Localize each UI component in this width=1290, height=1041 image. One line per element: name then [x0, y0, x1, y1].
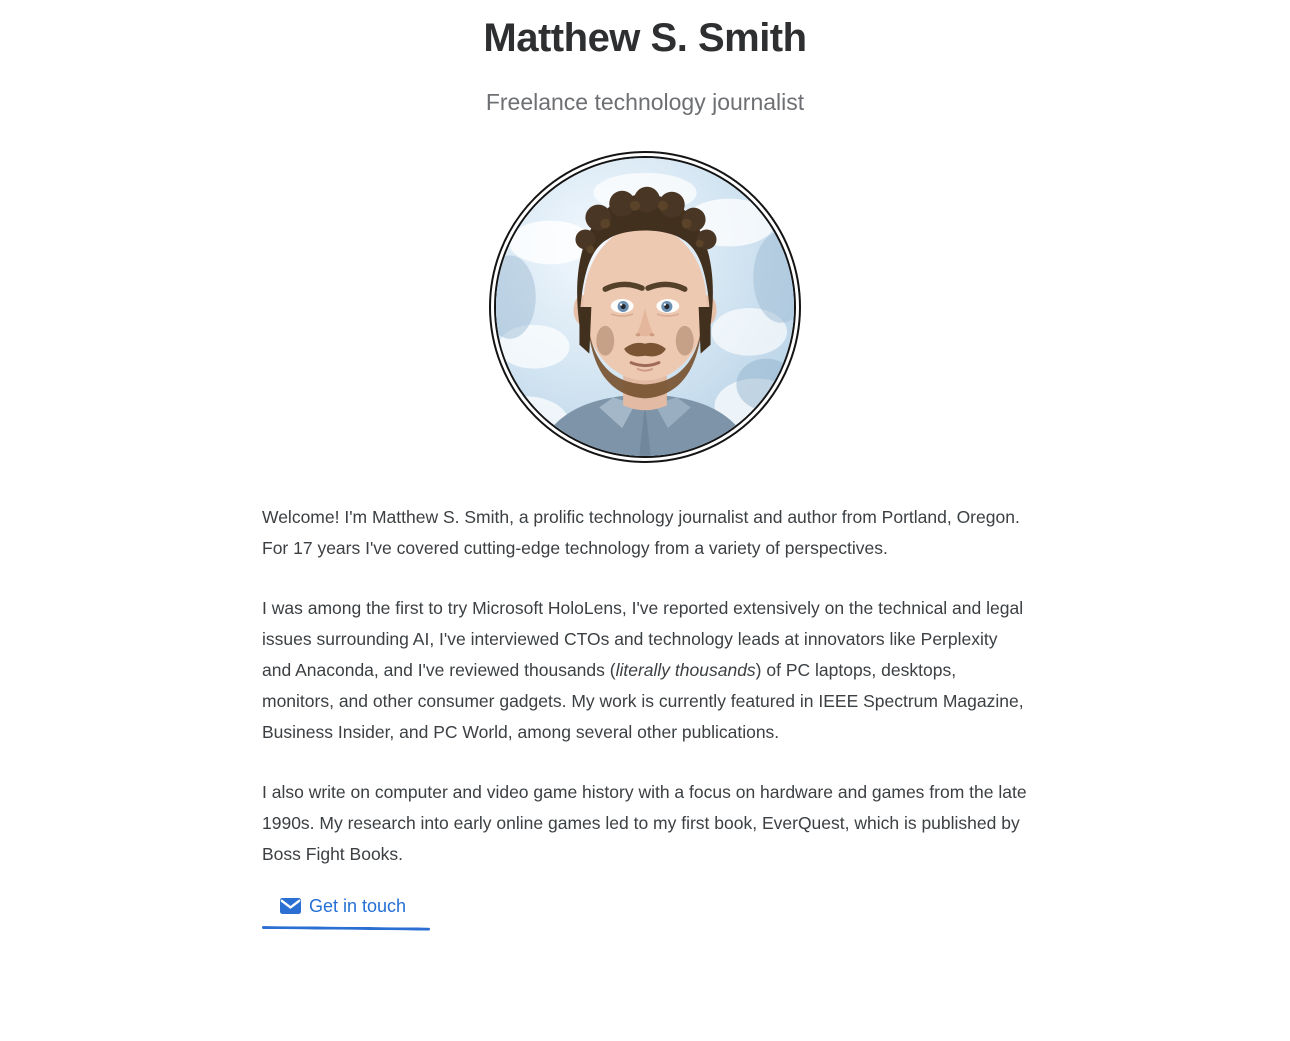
get-in-touch-label: Get in touch — [309, 895, 407, 916]
profile-photo-frame — [494, 156, 796, 458]
bio-paragraph-2-italic: literally thousands — [615, 659, 756, 680]
profile-page — [262, 14, 1028, 1041]
page-subtitle: Freelance technology journalist — [485, 89, 805, 115]
bio-paragraph-2 — [262, 593, 1028, 748]
get-in-touch-link[interactable] — [262, 896, 406, 926]
contact-underline — [262, 926, 430, 931]
page-title: Matthew S. Smith — [483, 16, 807, 60]
contact-block — [262, 896, 430, 929]
profile-photo — [489, 151, 801, 463]
bio-paragraph-2-text: I was among the first to try Microsoft HoloLens, I've reported extensively on the technical and legal issues surrounding AI, I've interviewed CTOs and technology leads at innovators like Perplexity and Anaconda, and I've reviewed thousands ( — [262, 597, 1024, 680]
bio-paragraph-3: I also write on computer and video game history with a focus on hardware and games from the late 1990s. My research into early online games led to my first book, EverQuest, which is published by Boss Fight Books. — [262, 781, 1027, 864]
bio-paragraph-1: Welcome! I'm Matthew S. Smith, a prolific technology journalist and author from Portland, Oregon. For 17 years I've covered cutting-edge technology from a variety of perspectives. — [262, 506, 1020, 558]
envelope-icon — [280, 898, 301, 914]
bio-section — [262, 502, 1028, 870]
profile-photo-illustration — [496, 158, 794, 456]
bio-paragraph-2-text-after: ) of PC laptops, desktops, monitors, and other consumer gadgets. My work is currently featured in IEEE Spectrum Magazine, Business Insider, and PC World, among several other publications. — [262, 659, 1024, 742]
